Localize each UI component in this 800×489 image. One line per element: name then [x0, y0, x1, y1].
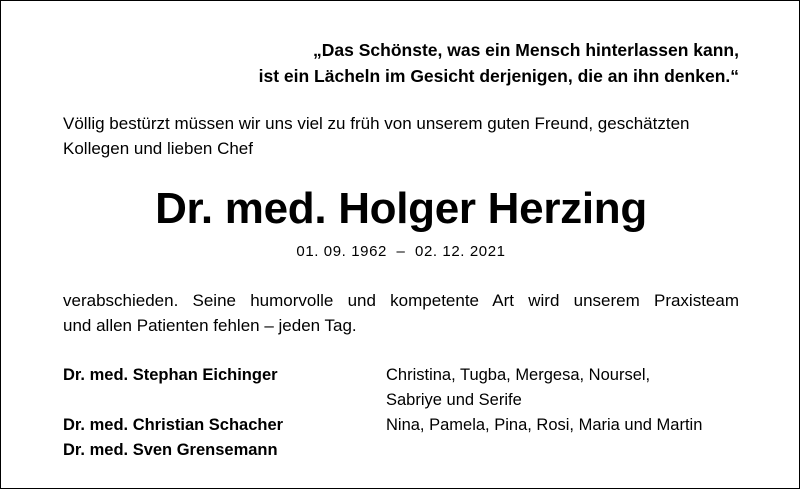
team-signature: Sabriye und Serife — [386, 391, 522, 409]
farewell-line: und allen Patienten fehlen – jeden Tag. — [63, 316, 357, 335]
epigraph-quote — [259, 37, 739, 89]
doctor-signature: Dr. med. Sven Grensemann — [63, 441, 278, 459]
team-signature: Christina, Tugba, Mergesa, Noursel, — [386, 366, 651, 384]
doctor-signature: Dr. med. Christian Schacher — [63, 416, 284, 434]
team-signature: Nina, Pamela, Pina, Rosi, Maria und Martin — [386, 416, 703, 434]
signatures-doctors — [63, 363, 283, 463]
quote-line: „Das Schönste, was ein Mensch hinterlassen kann, — [313, 40, 739, 60]
intro-line: Kollegen und lieben Chef — [63, 139, 253, 158]
deceased-name: Dr. med. Holger Herzing — [155, 184, 647, 233]
farewell-line: verabschieden. Seine humorvolle und kompetente Art wird unserem Praxisteam — [63, 291, 739, 310]
doctor-signature: Dr. med. Stephan Eichinger — [63, 366, 278, 384]
intro-paragraph — [63, 111, 741, 161]
quote-line: ist ein Lächeln im Gesicht derjenigen, die an ihn denken.“ — [258, 66, 739, 86]
signatures-team — [386, 363, 702, 438]
life-dates: 01. 09. 1962 – 02. 12. 2021 — [296, 243, 506, 260]
intro-line: Völlig bestürzt müssen wir uns viel zu früh von unserem guten Freund, geschätzten — [63, 114, 690, 133]
farewell-paragraph — [63, 288, 739, 338]
